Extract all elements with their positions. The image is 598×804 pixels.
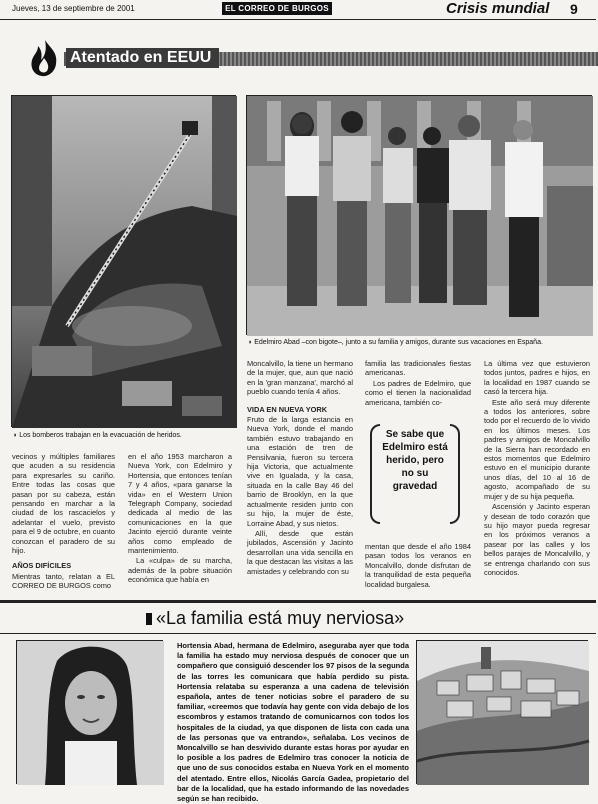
pull-quote-text: Se sabe que Edelmiro está herido, pero no su gravedad [382,429,448,492]
paragraph: Moncalvillo, la tiene un hermano de la mujer, que, aun que nació en la 'gran manzana', marchó al pueblo cuando tenía 4 años. [247,359,353,397]
paragraph: Allí, desde que están jubilados, Ascensión y Jacinto desarrollan una vida sencilla en la que destacan las visitas a las amistades y celebrando con su [247,528,353,576]
firefighters-photo [11,95,236,427]
article-column-4 [365,359,471,408]
pull-quote-bracket-right [450,424,460,524]
paragraph: Los padres de Edelmiro, que como el tienen la nacionalidad americana, también co- [365,378,471,407]
paragraph: La «culpa» de su marcha, además de la pobre situación económica que había en [128,556,232,585]
secondary-body: Hortensia Abad, hermana de Edelmiro, aseguraba ayer que toda la familia ha estado muy nerviosa después de conocer que un compañero que consiguió descender los 97 pisos de la segunda de las torres les comunicara que había perdido su pista. Hortensia relataba su esperanza a una cadena de televisión española, antes de tener noticias sobre el paradero de su familiar, «creemos que todavía hay gente con vida debajo de los escombros y estamos tratando de comunicarnos con todos los hospitales de la ciudad, ya que disponen de lista con cada una de las personas que va entrando», señalaba. Los vecinos de Moncalvillo se han desvivido durante estas horas por ayudar en lo posible a los padres de Edelmiro tras conocer la noticia de que uno de sus conocidos estaba en Nueva York en el momento del atentado. Entre ellos, Nicolás García Gadea, propietario del bar de la localidad, que ha estado informando de las novedades según se han recibido. [177,641,409,804]
banner-title: Atentado en EEUU [66,48,219,68]
flame-icon [28,38,62,78]
caption-marker: ◗ [248,339,255,346]
hortensia-portrait [16,640,163,784]
village-photo [416,640,588,784]
family-caption: ◗ Edelmiro Abad –con bigote–, junto a su familia y amigos, durante sus vacaciones en España. [248,339,543,346]
masthead: EL CORREO DE BURGOS [222,2,332,15]
page-header [0,0,596,20]
article-column-1 [12,452,115,592]
article-column-4b [365,542,471,590]
paragraph: Mientras tanto, relatan a EL CORREO DE BURGOS como [12,571,115,591]
caption-marker: ◗ [13,432,20,439]
paragraph: Este año será muy diferente a todos los anteriores, sobre todo por el recuerdo de lo vivido en los últimos meses. Los padres y amigos de Moncalvillo de la Sierra han recordado en estos momentos que Edelmiro estuvo en el municipio durante unos días, del 10 al 16 de agosto, acompañado de su mujer y de su hija pequeña. [484,397,590,501]
subheading: VIDA EN NUEVA YORK [247,404,328,414]
section-banner [28,38,596,78]
issue-date: Jueves, 13 de septiembre de 2001 [12,4,135,13]
pull-quote-bracket-left [370,424,380,524]
paragraph: familia las tradicionales fiestas americanas. [365,359,471,378]
paragraph: Fruto de la larga estancia en Nueva York, donde el mando también estuvo trabajando en una estación de tren de Pensilvania, fueron su tercera hija Victoria, que actualmente vive en Igualada, y la casa, situada en la calle Bay 46 del barrio de Brooklyn, en la que actualmente residen junto con su hijo, la mujer de éste, Lorraine Abad, y sus nietos. [247,415,353,528]
firefighters-caption: ◗ Los bomberos trabajan en la evacuación de heridos. [13,432,182,439]
article-column-3 [247,359,353,577]
secondary-headline: «La familia está muy nerviosa» [156,608,405,628]
subheading: AÑOS DIFÍCILES [12,561,72,571]
article-column-5 [484,359,590,578]
paragraph: mentan que desde el año 1984 pasan todos los veranos en Moncalvillo, donde disfrutan de la tranquilidad de esta pequeña localidad burgalesa. [365,542,471,589]
paragraph: en el año 1953 marcharon a Nueva York, con Edelmiro y Hortensia, que entonces tenían 7 y 4 años, «para ganarse la vida» en el Western Union Telegraph Company, sociedad dedicada al medio de las comunicaciones en la que Jacinto ejerció durante veinte años como empleado de mantenimiento. [128,452,232,556]
article-column-2 [128,452,232,586]
paragraph: Ascensión y Jacinto esperan y desean de todo corazón que su hijo mayor pueda regresar en los próximos veranos a pasear por las calles y los bellos parajes de Moncalvillo, y se entrenga charlando con sus conocidos. [484,502,590,577]
pull-quote [370,424,460,524]
paragraph: La última vez que estuvieron todos juntos, padres e hijos, en la localidad en 1987 cuando se casó la tercera hija. [484,359,590,397]
page-number: 9 [570,1,578,17]
family-photo [246,95,592,335]
section-title: Crisis mundial [446,0,550,17]
secondary-headline-bar [0,600,596,634]
paragraph: vecinos y múltiples familiares que acuden a su residencia para expresarles su cariño. Entre todas las cosas que pasan por su cabeza, están pensando en marchar a la ciudad de los rascacielos y adelantar el vuelo, previsto para el 9 de octubre, en cuanto conozcan el paradero de su hijo. [12,452,115,556]
headline-marker [146,613,152,625]
